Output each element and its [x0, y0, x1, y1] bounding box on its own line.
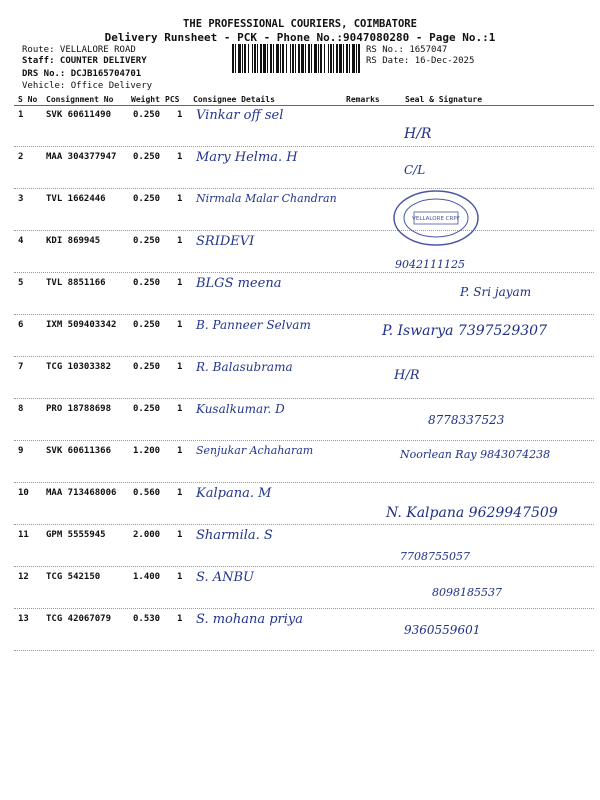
row-consignee-handwriting: B. Panneer Selvam: [196, 318, 311, 332]
row-weight: 0.250: [133, 320, 161, 330]
barcode-bar: [267, 44, 268, 73]
barcode-bar: [273, 44, 274, 73]
barcode-bar: [330, 44, 332, 73]
barcode-bar: [290, 44, 291, 73]
col-consignment: Consignment No: [46, 95, 114, 104]
row-consignment-no: SVK 60611366: [46, 446, 112, 456]
row-consignment-no: IXM 509403342: [46, 320, 117, 330]
row-consignment-no: TCG 10303382: [46, 362, 112, 372]
row-signature: 7708755057: [400, 550, 470, 563]
row-sno: 4: [18, 236, 24, 246]
row-sno: 2: [18, 152, 24, 162]
barcode-bar: [238, 44, 241, 73]
runsheet-subtitle: Delivery Runsheet - PCK - Phone No.:9047080280 - Page No.:1: [104, 31, 496, 44]
row-consignee-handwriting: R. Balasubrama: [196, 360, 293, 374]
barcode-bar: [349, 44, 350, 73]
row-sno: 11: [18, 530, 29, 540]
barcode-bar: [270, 44, 272, 73]
barcode-bar: [282, 44, 284, 73]
row-consignment-no: TVL 1662446: [46, 194, 106, 204]
row-sno: 8: [18, 404, 24, 414]
row-consignment-no: TVL 8851166: [46, 278, 106, 288]
row-consignment-no: PRO 18788698: [46, 404, 112, 414]
row-sno: 13: [18, 614, 29, 624]
row-consignee-handwriting: Nirmala Malar Chandran: [196, 192, 337, 205]
col-sno: S No: [18, 95, 38, 104]
barcode-bar: [314, 44, 317, 73]
row-divider: [14, 314, 594, 315]
row-weight: 0.250: [133, 404, 161, 414]
barcode-bar: [343, 44, 344, 73]
barcode-bar: [333, 44, 334, 73]
barcode-bar: [286, 44, 287, 73]
row-consignee-handwriting: S. ANBU: [196, 570, 254, 585]
staff-label: Staff: COUNTER DELIVERY: [22, 56, 147, 66]
barcode-bar: [308, 44, 310, 73]
row-pcs: 1: [177, 320, 183, 330]
row-weight: 0.250: [133, 110, 161, 120]
row-sno: 6: [18, 320, 24, 330]
company-title: THE PROFESSIONAL COURIERS, COIMBATORE: [183, 18, 417, 30]
row-consignment-no: GPM 5555945: [46, 530, 106, 540]
barcode-bar: [295, 44, 296, 73]
row-consignee-handwriting: Kusalkumar. D: [196, 402, 285, 416]
row-pcs: 1: [177, 194, 183, 204]
rs-number: RS No.: 1657047: [366, 45, 448, 55]
barcode-bar: [305, 44, 306, 73]
row-divider: [14, 440, 594, 441]
row-divider: [14, 524, 594, 525]
row-consignee-handwriting: SRIDEVI: [196, 234, 255, 249]
row-consignment-no: TCG 42067079: [46, 614, 112, 624]
row-consignment-no: MAA 713468006: [46, 488, 117, 498]
row-pcs: 1: [177, 572, 183, 582]
row-signature: 9360559601: [404, 623, 481, 637]
row-sno: 3: [18, 194, 24, 204]
row-signature: C/L: [404, 163, 426, 177]
barcode-bar: [352, 44, 355, 73]
barcode-bar: [311, 44, 312, 73]
row-sno: 7: [18, 362, 24, 372]
row-signature: P. Iswarya 7397529307: [382, 323, 547, 339]
row-consignee-handwriting: Mary Helma. H: [196, 150, 298, 165]
drs-number: DRS No.: DCJB165704701: [22, 69, 142, 79]
route-label: Route: VELLALORE ROAD: [22, 45, 136, 55]
header-divider: [14, 105, 594, 106]
row-consignee-handwriting: S. mohana priya: [196, 612, 304, 627]
row-divider: [14, 356, 594, 357]
row-pcs: 1: [177, 362, 183, 372]
row-pcs: 1: [177, 446, 183, 456]
barcode-bar: [339, 44, 342, 73]
row-consignee-handwriting: Vinkar off sel: [196, 108, 284, 123]
row-weight: 0.560: [133, 488, 161, 498]
barcode-bar: [292, 44, 294, 73]
row-pcs: 1: [177, 404, 183, 414]
barcode-bar: [356, 44, 357, 73]
barcode-bar: [244, 44, 246, 73]
row-weight: 0.250: [133, 152, 161, 162]
stamp-text: VELLALORE CRPF: [412, 216, 460, 222]
row-weight: 2.000: [133, 530, 161, 540]
row-consignment-no: SVK 60611490: [46, 110, 112, 120]
row-weight: 0.250: [133, 194, 161, 204]
barcode-bar: [263, 44, 266, 73]
col-weight: Weight: [131, 95, 160, 104]
row-signature: 8098185537: [432, 586, 502, 599]
barcode-bar: [298, 44, 300, 73]
barcode-bar: [318, 44, 319, 73]
barcode-bar: [280, 44, 281, 73]
row-consignee-handwriting: BLGS meena: [196, 276, 282, 291]
row-divider: [14, 146, 594, 147]
row-sno: 5: [18, 278, 24, 288]
barcode-bar: [301, 44, 304, 73]
vehicle-label: Vehicle: Office Delivery: [22, 81, 153, 91]
barcode-bar: [252, 44, 253, 73]
row-divider: [14, 566, 594, 567]
col-pcs: PCS: [165, 95, 180, 104]
row-divider: [14, 398, 594, 399]
row-consignment-no: KDI 869945: [46, 236, 101, 246]
barcode-bar: [248, 44, 249, 73]
barcode-bar: [276, 44, 279, 73]
row-sno: 12: [18, 572, 29, 582]
col-seal-signature: Seal & Signature: [405, 95, 483, 104]
col-remarks: Remarks: [346, 95, 380, 104]
barcode: [232, 44, 362, 73]
barcode-bar: [346, 44, 348, 73]
row-pcs: 1: [177, 278, 183, 288]
barcode-bar: [336, 44, 338, 73]
row-weight: 0.530: [133, 614, 161, 624]
row-divider: [14, 608, 594, 609]
row-pcs: 1: [177, 110, 183, 120]
barcode-bar: [260, 44, 262, 73]
row-divider: [14, 272, 594, 273]
row-pcs: 1: [177, 488, 183, 498]
row-signature: 9042111125: [395, 258, 465, 271]
row-signature: P. Sri jayam: [460, 285, 532, 299]
barcode-bar: [242, 44, 243, 73]
barcode-bar: [324, 44, 325, 73]
row-sno: 10: [18, 488, 29, 498]
barcode-bar: [235, 44, 236, 73]
row-signature: Noorlean Ray 9843074238: [400, 448, 551, 461]
row-consignee-handwriting: Senjukar Achaharam: [196, 444, 314, 457]
col-consignee: Consignee Details: [193, 95, 275, 104]
row-consignment-no: MAA 304377947: [46, 152, 117, 162]
row-weight: 0.250: [133, 278, 161, 288]
row-weight: 1.200: [133, 446, 161, 456]
barcode-bar: [254, 44, 256, 73]
row-signature: N. Kalpana 9629947509: [386, 505, 558, 521]
row-consignment-no: TCG 542150: [46, 572, 101, 582]
office-seal-stamp: [392, 188, 480, 248]
row-consignee-handwriting: Sharmila. S: [196, 528, 273, 543]
row-consignee-handwriting: Kalpana. M: [196, 486, 272, 501]
row-weight: 0.250: [133, 236, 161, 246]
row-divider: [14, 482, 594, 483]
barcode-bar: [320, 44, 322, 73]
row-weight: 0.250: [133, 362, 161, 372]
barcode-bar: [257, 44, 258, 73]
row-signature: H/R: [404, 126, 432, 142]
row-divider: [14, 230, 594, 231]
row-pcs: 1: [177, 614, 183, 624]
row-weight: 1.400: [133, 572, 161, 582]
row-pcs: 1: [177, 152, 183, 162]
row-pcs: 1: [177, 236, 183, 246]
row-sno: 9: [18, 446, 24, 456]
row-divider: [14, 650, 594, 651]
row-pcs: 1: [177, 530, 183, 540]
row-signature: H/R: [394, 368, 420, 383]
row-divider: [14, 188, 594, 189]
barcode-bar: [328, 44, 329, 73]
row-signature: 8778337523: [428, 413, 505, 427]
row-sno: 1: [18, 110, 24, 120]
barcode-bar: [232, 44, 234, 73]
barcode-bar: [358, 44, 360, 73]
rs-date: RS Date: 16-Dec-2025: [366, 56, 475, 66]
